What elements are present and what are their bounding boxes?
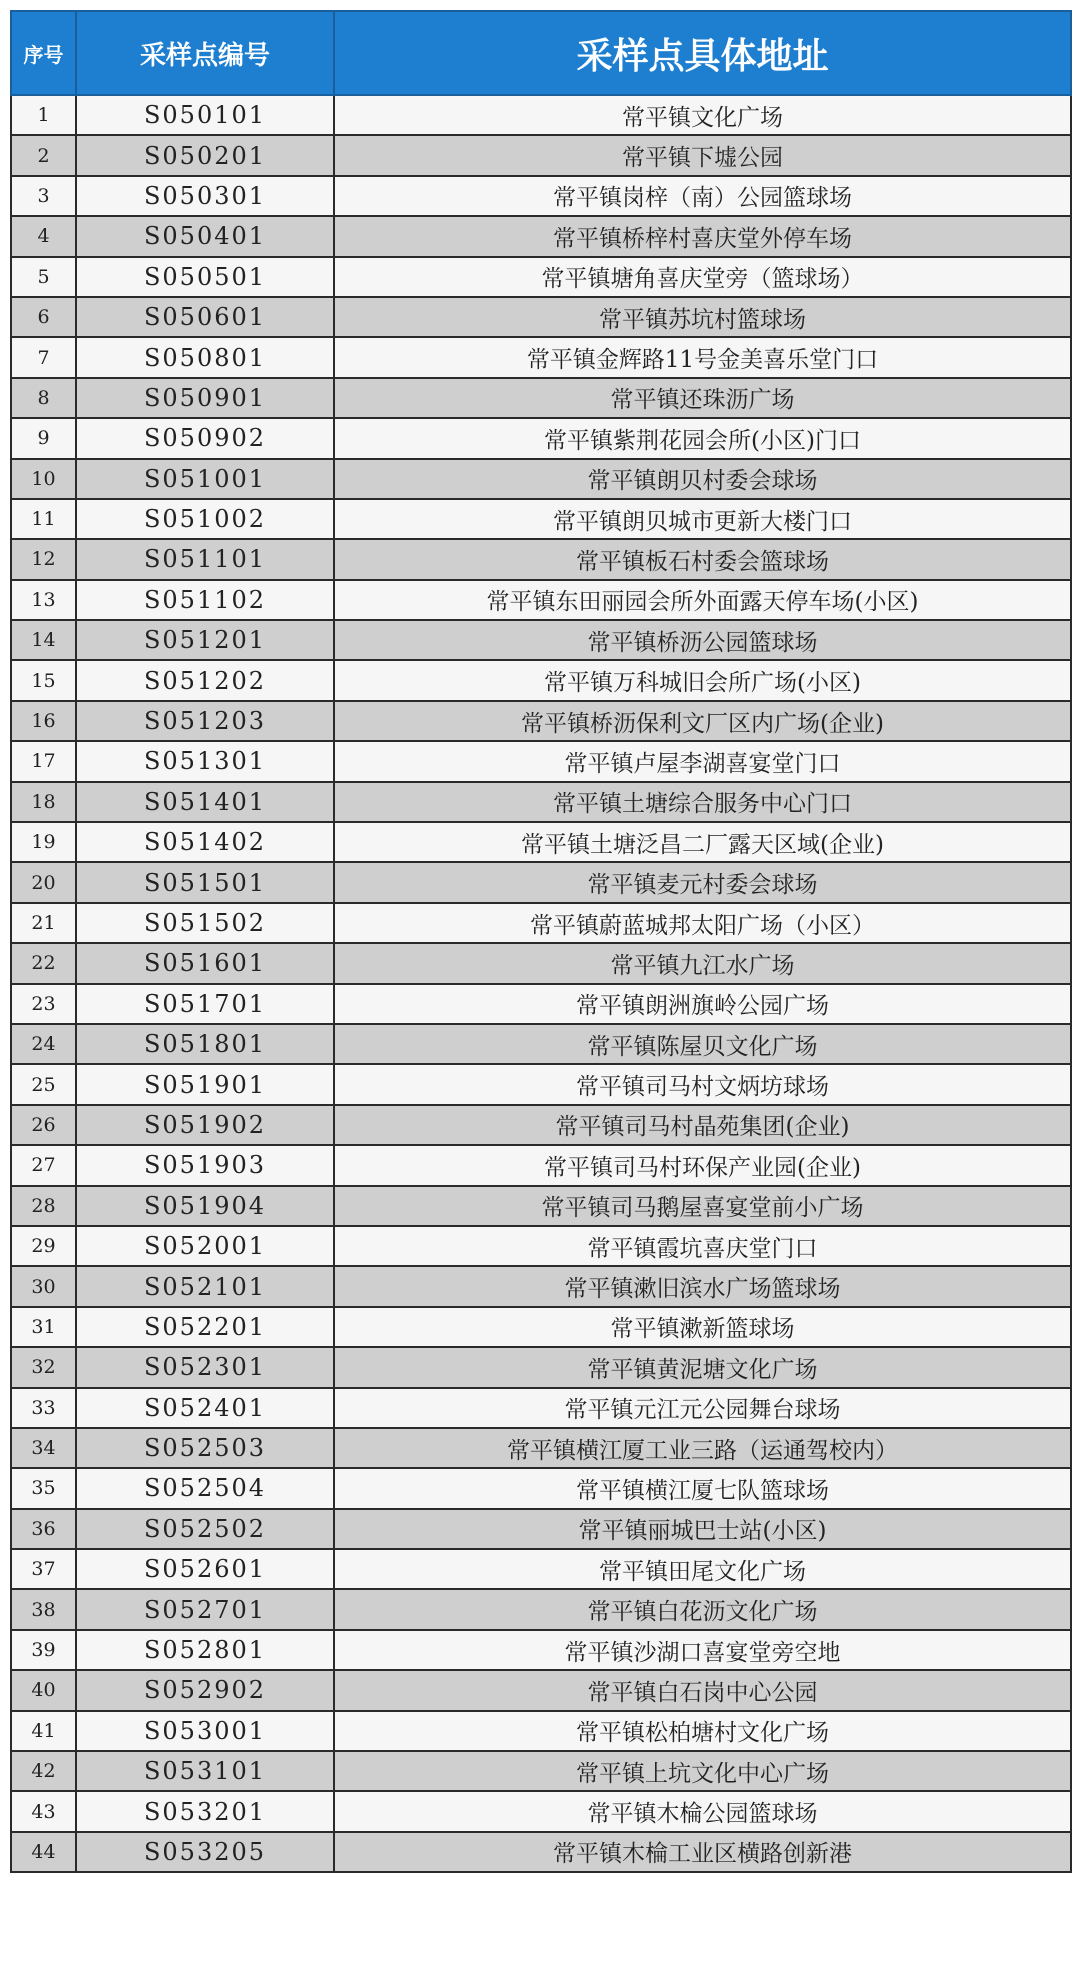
- table-row: [11, 418, 1071, 458]
- row-address: 常平镇卢屋李湖喜宴堂门口: [334, 741, 1071, 781]
- row-address: 常平镇白花沥文化广场: [334, 1589, 1071, 1629]
- row-index: 31: [11, 1307, 76, 1347]
- row-code: S053101: [76, 1751, 334, 1791]
- row-code: S050801: [76, 337, 334, 377]
- row-address: 常平镇白石岗中心公园: [334, 1670, 1071, 1710]
- table-row: [11, 1549, 1071, 1589]
- row-address: 常平镇九江水广场: [334, 943, 1071, 983]
- row-address: 常平镇朗贝城市更新大楼门口: [334, 499, 1071, 539]
- row-index: 21: [11, 903, 76, 943]
- row-code: S050101: [76, 95, 334, 135]
- table-row: [11, 1791, 1071, 1831]
- table-row: [11, 1832, 1071, 1872]
- row-code: S052503: [76, 1428, 334, 1468]
- row-code: S050501: [76, 257, 334, 297]
- row-code: S051501: [76, 862, 334, 902]
- row-index: 36: [11, 1509, 76, 1549]
- row-code: S051601: [76, 943, 334, 983]
- row-code: S051402: [76, 822, 334, 862]
- row-code: S053201: [76, 1791, 334, 1831]
- row-code: S052201: [76, 1307, 334, 1347]
- row-index: 18: [11, 782, 76, 822]
- row-address: 常平镇司马村环保产业园(企业): [334, 1145, 1071, 1185]
- row-code: S050401: [76, 216, 334, 256]
- row-address: 常平镇丽城巴士站(小区): [334, 1509, 1071, 1549]
- row-code: S051901: [76, 1064, 334, 1104]
- table-row: [11, 1307, 1071, 1347]
- table-row: [11, 378, 1071, 418]
- row-address: 常平镇下墟公园: [334, 135, 1071, 175]
- row-index: 40: [11, 1670, 76, 1710]
- table-row: [11, 1388, 1071, 1428]
- row-index: 15: [11, 660, 76, 700]
- table-row: [11, 822, 1071, 862]
- row-code: S051502: [76, 903, 334, 943]
- table-row: [11, 257, 1071, 297]
- table-row: [11, 1105, 1071, 1145]
- row-address: 常平镇横江厦工业三路（运通驾校内）: [334, 1428, 1071, 1468]
- row-index: 19: [11, 822, 76, 862]
- row-code: S050301: [76, 176, 334, 216]
- row-address: 常平镇桥沥公园篮球场: [334, 620, 1071, 660]
- row-address: 常平镇朗贝村委会球场: [334, 459, 1071, 499]
- row-code: S051701: [76, 984, 334, 1024]
- row-index: 28: [11, 1186, 76, 1226]
- row-index: 16: [11, 701, 76, 741]
- row-index: 42: [11, 1751, 76, 1791]
- row-code: S052902: [76, 1670, 334, 1710]
- row-code: S051401: [76, 782, 334, 822]
- row-address: 常平镇东田丽园会所外面露天停车场(小区): [334, 580, 1071, 620]
- table-row: [11, 943, 1071, 983]
- row-address: 常平镇横江厦七队篮球场: [334, 1468, 1071, 1508]
- row-address: 常平镇木棆工业区横路创新港: [334, 1832, 1071, 1872]
- row-address: 常平镇沙湖口喜宴堂旁空地: [334, 1630, 1071, 1670]
- row-address: 常平镇黄泥塘文化广场: [334, 1347, 1071, 1387]
- row-code: S050201: [76, 135, 334, 175]
- row-index: 6: [11, 297, 76, 337]
- row-address: 常平镇文化广场: [334, 95, 1071, 135]
- table-row: [11, 620, 1071, 660]
- row-code: S051102: [76, 580, 334, 620]
- table-row: [11, 580, 1071, 620]
- table-row: [11, 95, 1071, 135]
- row-code: S053205: [76, 1832, 334, 1872]
- row-index: 8: [11, 378, 76, 418]
- row-index: 10: [11, 459, 76, 499]
- row-index: 2: [11, 135, 76, 175]
- row-address: 常平镇木棆公园篮球场: [334, 1791, 1071, 1831]
- row-address: 常平镇紫荆花园会所(小区)门口: [334, 418, 1071, 458]
- row-code: S051203: [76, 701, 334, 741]
- table-row: [11, 337, 1071, 377]
- header-index: 序号: [11, 11, 76, 95]
- row-index: 29: [11, 1226, 76, 1266]
- row-code: S050902: [76, 418, 334, 458]
- table-row: [11, 216, 1071, 256]
- row-address: 常平镇霞坑喜庆堂门口: [334, 1226, 1071, 1266]
- table-row: [11, 701, 1071, 741]
- table-row: [11, 1347, 1071, 1387]
- row-code: S051001: [76, 459, 334, 499]
- row-code: S051002: [76, 499, 334, 539]
- row-code: S051202: [76, 660, 334, 700]
- row-index: 43: [11, 1791, 76, 1831]
- table-row: [11, 1226, 1071, 1266]
- row-code: S051903: [76, 1145, 334, 1185]
- table-row: [11, 741, 1071, 781]
- row-index: 32: [11, 1347, 76, 1387]
- row-address: 常平镇土塘综合服务中心门口: [334, 782, 1071, 822]
- row-index: 22: [11, 943, 76, 983]
- row-index: 39: [11, 1630, 76, 1670]
- row-address: 常平镇金辉路11号金美喜乐堂门口: [334, 337, 1071, 377]
- table-row: [11, 1266, 1071, 1306]
- row-address: 常平镇司马鹅屋喜宴堂前小广场: [334, 1186, 1071, 1226]
- row-code: S052101: [76, 1266, 334, 1306]
- row-code: S052401: [76, 1388, 334, 1428]
- header-row: [11, 11, 1071, 95]
- table-row: [11, 903, 1071, 943]
- table-row: [11, 499, 1071, 539]
- row-code: S051301: [76, 741, 334, 781]
- row-index: 27: [11, 1145, 76, 1185]
- table-row: [11, 862, 1071, 902]
- row-index: 1: [11, 95, 76, 135]
- row-address: 常平镇松柏塘村文化广场: [334, 1711, 1071, 1751]
- table-row: [11, 539, 1071, 579]
- table-row: [11, 297, 1071, 337]
- row-code: S051904: [76, 1186, 334, 1226]
- row-code: S052001: [76, 1226, 334, 1266]
- row-index: 4: [11, 216, 76, 256]
- row-index: 25: [11, 1064, 76, 1104]
- table-row: [11, 782, 1071, 822]
- table-row: [11, 1509, 1071, 1549]
- row-address: 常平镇岗梓（南）公园篮球场: [334, 176, 1071, 216]
- header-code: 采样点编号: [76, 11, 334, 95]
- table-row: [11, 1751, 1071, 1791]
- row-address: 常平镇苏坑村篮球场: [334, 297, 1071, 337]
- table-body: [11, 95, 1071, 1872]
- table-row: [11, 1589, 1071, 1629]
- row-code: S051101: [76, 539, 334, 579]
- table-row: [11, 1468, 1071, 1508]
- row-address: 常平镇上坑文化中心广场: [334, 1751, 1071, 1791]
- row-index: 26: [11, 1105, 76, 1145]
- table-row: [11, 660, 1071, 700]
- row-index: 7: [11, 337, 76, 377]
- row-index: 38: [11, 1589, 76, 1629]
- row-address: 常平镇田尾文化广场: [334, 1549, 1071, 1589]
- row-index: 17: [11, 741, 76, 781]
- row-address: 常平镇司马村文炳坊球场: [334, 1064, 1071, 1104]
- row-code: S051201: [76, 620, 334, 660]
- row-index: 44: [11, 1832, 76, 1872]
- row-code: S053001: [76, 1711, 334, 1751]
- header-address: 采样点具体地址: [334, 11, 1071, 95]
- row-index: 30: [11, 1266, 76, 1306]
- row-address: 常平镇漱旧滨水广场篮球场: [334, 1266, 1071, 1306]
- row-code: S052504: [76, 1468, 334, 1508]
- row-address: 常平镇还珠沥广场: [334, 378, 1071, 418]
- table-row: [11, 1428, 1071, 1468]
- row-code: S052502: [76, 1509, 334, 1549]
- row-code: S050901: [76, 378, 334, 418]
- row-address: 常平镇万科城旧会所广场(小区): [334, 660, 1071, 700]
- row-index: 35: [11, 1468, 76, 1508]
- row-address: 常平镇桥沥保利文厂区内广场(企业): [334, 701, 1071, 741]
- row-index: 33: [11, 1388, 76, 1428]
- table-header: [11, 11, 1071, 95]
- row-index: 20: [11, 862, 76, 902]
- row-index: 34: [11, 1428, 76, 1468]
- row-code: S052601: [76, 1549, 334, 1589]
- table-row: [11, 984, 1071, 1024]
- row-address: 常平镇陈屋贝文化广场: [334, 1024, 1071, 1064]
- row-index: 11: [11, 499, 76, 539]
- table-row: [11, 1145, 1071, 1185]
- row-address: 常平镇桥梓村喜庆堂外停车场: [334, 216, 1071, 256]
- row-address: 常平镇麦元村委会球场: [334, 862, 1071, 902]
- table-row: [11, 1064, 1071, 1104]
- row-index: 5: [11, 257, 76, 297]
- row-index: 24: [11, 1024, 76, 1064]
- row-code: S051902: [76, 1105, 334, 1145]
- row-address: 常平镇塘角喜庆堂旁（篮球场）: [334, 257, 1071, 297]
- table-row: [11, 135, 1071, 175]
- row-code: S050601: [76, 297, 334, 337]
- row-address: 常平镇元江元公园舞台球场: [334, 1388, 1071, 1428]
- row-address: 常平镇蔚蓝城邦太阳广场（小区）: [334, 903, 1071, 943]
- row-address: 常平镇漱新篮球场: [334, 1307, 1071, 1347]
- row-index: 41: [11, 1711, 76, 1751]
- row-address: 常平镇司马村晶苑集团(企业): [334, 1105, 1071, 1145]
- table-row: [11, 1670, 1071, 1710]
- table-row: [11, 176, 1071, 216]
- row-index: 37: [11, 1549, 76, 1589]
- table-row: [11, 1024, 1071, 1064]
- row-index: 12: [11, 539, 76, 579]
- row-code: S051801: [76, 1024, 334, 1064]
- row-address: 常平镇板石村委会篮球场: [334, 539, 1071, 579]
- row-code: S052701: [76, 1589, 334, 1629]
- row-index: 14: [11, 620, 76, 660]
- table-row: [11, 1630, 1071, 1670]
- row-index: 3: [11, 176, 76, 216]
- table-row: [11, 1711, 1071, 1751]
- row-code: S052801: [76, 1630, 334, 1670]
- table-row: [11, 459, 1071, 499]
- table-row: [11, 1186, 1071, 1226]
- row-index: 23: [11, 984, 76, 1024]
- row-index: 9: [11, 418, 76, 458]
- row-code: S052301: [76, 1347, 334, 1387]
- row-index: 13: [11, 580, 76, 620]
- row-address: 常平镇土塘泛昌二厂露天区域(企业): [334, 822, 1071, 862]
- row-address: 常平镇朗洲旗岭公园广场: [334, 984, 1071, 1024]
- sampling-points-table: [10, 10, 1072, 1873]
